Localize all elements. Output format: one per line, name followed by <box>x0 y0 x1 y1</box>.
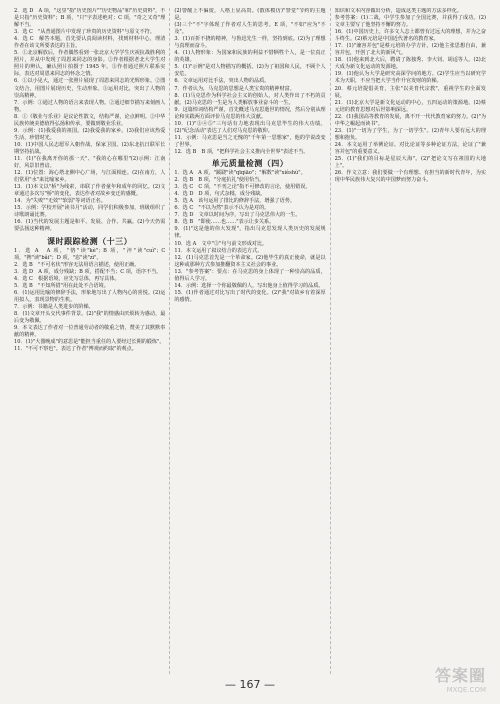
answer-item: 5．①北京解放后，作者偶然看到一张北京大学学生庆祝抗战胜利的照片，并从中发现了周恩来同志的身影。②作者根据老北大学生对照片的辨认，确认照片拍摄于 1945 年。③作者通过照片联系实际，表达对周恩来同志的怀念之情。 <box>14 50 166 78</box>
answer-item: 8．(1)马克思作为科学社会主义的创始人，对人类作出了不朽的贡献。(2)马克思的一生是为人类解放事业奋斗的一生。 <box>174 92 326 106</box>
column-3 <box>335 8 486 674</box>
col2-bottom-list <box>174 170 325 304</box>
answer-item: 15．(1)作者通过对比写出了时代的变化。(2)"我"对故乡有着深厚的感情。 <box>174 289 326 303</box>
answer-item: 7．作者认为，马克思的思想是人类宝贵的精神财富。 <box>174 85 295 92</box>
col2-top-list <box>174 8 325 156</box>
answer-item: 22．(1)我国高等教育的发展，离不开一代代教育家的努力。(2)"为中华之崛起而读书"。 <box>334 113 486 127</box>
column-2 <box>174 8 325 674</box>
answer-item: 15．示例：学校开展"读书月"活动，同学们积极参加，班级组织了诗歌朗诵比赛。 <box>14 205 166 219</box>
answer-item: 10．(1)"③④⑤"三句话有力地表现出马克思毕生的伟大功绩。(2)"纪念活动"表达了人们对马克思的敬仰。 <box>174 120 326 134</box>
answer-item: 17．(1)"兼容并包"是蔡元培的办学方针。(2)他主张思想自由，兼容并包，开创了北大的新风气。 <box>334 43 486 57</box>
answer-item: 3．选 C C 项，"不刊之论"指不可修改的言论，使用错误。 <box>174 184 311 191</box>
answer-item: 7．示例：①通过人物的语言来表现人物。②通过细节描写来刻画人物。 <box>14 99 166 113</box>
section-title-lesson-13: 课时跟踪检测（十三） <box>47 236 133 246</box>
answer-item: 9．这篇悼词结构严谨，首先概述马克思逝世的情况，然后分别从理论和实践两方面评价马克思的伟大贡献。 <box>174 106 326 120</box>
answer-item: 25．(1)"我们的目标是星辰大海"。(2)"把论文写在祖国的大地上"。 <box>334 155 486 170</box>
answer-item: 23．(1)"一切为了学生，为了一切学生"。(2)青年人要有远大的理想和抱负。 <box>334 127 486 141</box>
page-number: — 167 — <box>225 678 275 691</box>
section-title-unit-test-4: 单元质量检测（四） <box>211 158 289 168</box>
answer-item: 8．选 B "即使……也……"表示让步关系。 <box>174 219 275 226</box>
answer-item: 21．(1)北京大学是新文化运动的中心，五四运动的策源地。(2)蔡元培的教育思想对后世影响深远。 <box>334 99 486 113</box>
answer-item: 5．选 A 该句运用了排比的修辞手法，增强了语势。 <box>174 198 295 205</box>
answer-item: 6．文章运用对比手法，突出人物的品质。 <box>174 78 270 85</box>
answer-item: 11．示例：马克思是当之无愧的"千年第一思想家"，他的学说改变了世界。 <box>174 134 326 148</box>
answer-item: 12．(1)位置：海心塔北侧中心广场，与江面相连。(2)在南方，人们常用"水"来比喻家乡。 <box>14 170 166 184</box>
answer-item: 12．(1)马克思首先是一个革命家。(2)他毕生的真正使命，就是以这种或那种方式参加推翻资本主义社会的事业。 <box>174 254 326 268</box>
answer-item: 10．(1)中国人民志愿军入朝作战，保家卫国。(2)东北抗日联军长期坚持抗战。 <box>14 141 166 155</box>
watermark-sub: MXQE.COM <box>446 686 486 694</box>
answer-item: 6．选 C "不以为然"表示不认为是对的。 <box>174 205 270 212</box>
answer-item: 12．选 B B 项，"把科学社会主义推向全世界"表述不当。 <box>174 148 309 155</box>
answer-item: 2．选 D A 项，"这里"指"历史图片""历史物品"和"历史资料"，不是只指"历史资料"；B 项，"只"字表述绝对；C 项，"奇之又奇"理解不当。 <box>14 8 166 29</box>
answer-item: 24．本文运用了举例论证、对比论证等多种论证方法，论证了"兼容并包"的重要意义。 <box>334 141 486 155</box>
watermark-main: 答案圈 <box>434 666 486 685</box>
watermark-logo <box>435 663 486 694</box>
col1-top-list <box>14 8 165 234</box>
answer-item: 7．示例：书籍是人类进步的阶梯。 <box>14 303 94 310</box>
answer-item: 5．选 B "不知所措"用在此处不合语境。 <box>14 282 109 289</box>
answer-item: 2．选 B B 项，"分庭抗礼"使用恰当。 <box>174 177 265 184</box>
answer-item: 26．作文立意：我们要做一个有理想、有担当的新时代青年，为实现中华民族伟大复兴的中国梦而努力奋斗。 <box>334 170 486 184</box>
column-divider <box>330 8 331 674</box>
answer-item: 16．(1)当代的发展主题是和平、发展、合作、共赢。(2)今天仍需要弘扬这种精神。 <box>14 219 166 233</box>
answer-item: 8．(1)文章开头交代事件背景。(2)"我"的情感由厌烦转为感动，最后变为敬佩。 <box>14 310 166 325</box>
answer-item: (2)警醒上不偏废，人格上显高贵。(散体模仿)"警觉"节约的主题是。 <box>174 8 326 22</box>
answer-item: 6．①以小见大，通过一张照片展现了周恩来同志的光辉形象。②图文结合，用图片展现历史，生动形象。③运用对比，突出了人物的崇高精神。 <box>14 78 166 99</box>
answer-item: 11．本文运用了叙议结合的表达方式。 <box>174 247 263 254</box>
answer-item: 14．示例：选择一个你最敬佩的人，写出他身上值得学习的品质。 <box>174 282 324 289</box>
answer-item: 14．为"失败""无效""软弱"等词语正名。 <box>14 198 106 205</box>
answer-item: 11．(1)"在我离开你的那一天"、"我的心在哪里"(2)示例：江南好，风景旧曾谙。 <box>14 155 166 170</box>
answer-item: 9．(1)"这是他的伟大发现"，指出马克思发现人类历史的发展规律。 <box>174 226 326 240</box>
answer-item: 1．选 A A 项，"蹊跷"读"qīqiāo"；"解数"读"xièshù"。 <box>174 170 306 177</box>
answer-item: 19．(1)他认为大学是研究高深学问的地方。(2)学生应当以研究学术为天职，不应当把大学当作升官发财的阶梯。 <box>334 71 486 85</box>
answer-item: 知识和文本内容做出分析，造成这类主题的方法多样化。 <box>334 8 463 14</box>
answer-item: 4．选 C 解答本题，首先要认真阅读材料，找到材料中心，理清作者在该文所要表达的主旨。 <box>14 36 166 50</box>
answer-item: 11．"不可不察也"。表达了作者"博观而约取"的观点。 <box>14 346 137 353</box>
answer-item: 13．(1)本文以"桥"为线索，串联了作者童年和成年的回忆。(2)文章通过多次写"桥"的变化，表达作者对故乡变迁的感慨。 <box>14 184 166 198</box>
answer-item: 4．(1)人物形象：为国家和民族的利益不惜牺牲个人，是一位真正的英雄。 <box>174 50 326 64</box>
col1-bottom-list <box>14 248 165 354</box>
answer-item: 20．蔡元培提倡美育，主张"以美育代宗教"，重视学生的全面发展。 <box>334 85 486 99</box>
answer-item: 9．示例：(1)我爱我的祖国。(2)我爱我的家乡。(3)我们应该热爱生活，珍惜时光。 <box>14 127 166 141</box>
answer-item: 13．"参考答案"：要点：在马克思的身上体现了一种崇高的品质，值得后人学习。 <box>174 268 326 282</box>
answer-item: 4．选 C 根据语境，应先写总体，再写具体。 <box>14 275 120 282</box>
column-1 <box>14 8 165 674</box>
answer-page <box>14 8 486 674</box>
answer-item: 6．(1)运用比喻的修辞手法，形象地写出了人物内心的喜悦。(2)运用拟人，表现景物的生机。 <box>14 289 166 303</box>
answer-item: 5．(1)"示例"是对人物描写的概括。(2)为了祖国和人民，不顾个人安危。 <box>174 64 326 78</box>
answer-item: 3．(1)百折不挠的精神，与鲁迅先生一样，坚持到底。(2)为了理想与真理而奋斗。 <box>174 36 326 50</box>
column-divider <box>169 8 170 674</box>
answer-item: 9．本文表达了作者对一位普通劳动者的敬重之情，赞美了其默默奉献的精神。 <box>14 325 166 339</box>
answer-item: (3)三个"不"字体现了作者对人生的思考。E 项，"不如"应为"不及"。 <box>174 22 326 36</box>
answer-item: 10．(1)"大器晚成"的意思是"能担当重任的人要经过长期的锻炼"。 <box>14 339 165 346</box>
answer-item: 10．选 A 文中"③"句与前文形成对比。 <box>174 240 268 247</box>
answer-item: 3．选 D A 项，成分残缺；B 项，搭配不当；C 项，语序不当。 <box>14 268 162 275</box>
answer-item: 4．选 D D 项，句式杂糅，成分残缺。 <box>174 191 266 198</box>
answer-item: 参考答案：(1)二战，中学生参加了全国比赛，并获得了成功。(2)文章主要写了他坚持不懈的努力。 <box>334 15 486 29</box>
answer-item: 3．选 C "从普通图片中发现了珍贵的历史资料"与原文不符。 <box>14 29 155 36</box>
answer-item: 7．选 D 文章以时间为序，写出了马克思伟大的一生。 <box>174 212 301 219</box>
col3-top-list <box>335 8 486 184</box>
answer-item: 8．①《敬业与乐业》是议论性散文，结构严谨，论点鲜明。②中华民族传统美德值得弘扬和传承，要做到敬业乐业。 <box>14 113 166 127</box>
answer-item: 16．(1)中国历史上，许多文人志士都曾有过远大的理想，并为之奋斗终生。(2)蔡元培是中国近代著名的教育家。 <box>334 29 486 43</box>
answer-item: 1．选 A A 项，"恪"读"kè"；B 项，"淬"读"cuì"；C 项，"捭"读"bǎi"；D 项，"恣"读"zì"。 <box>14 247 166 261</box>
answer-item: 18．(1)他来到北大后，聘请了陈独秀、李大钊、胡适等人。(2)北大成为新文化运动的发源地。 <box>334 57 486 71</box>
answer-item: 2．选 B "不可名状"形容无法用语言描述，使用正确。 <box>14 261 140 268</box>
